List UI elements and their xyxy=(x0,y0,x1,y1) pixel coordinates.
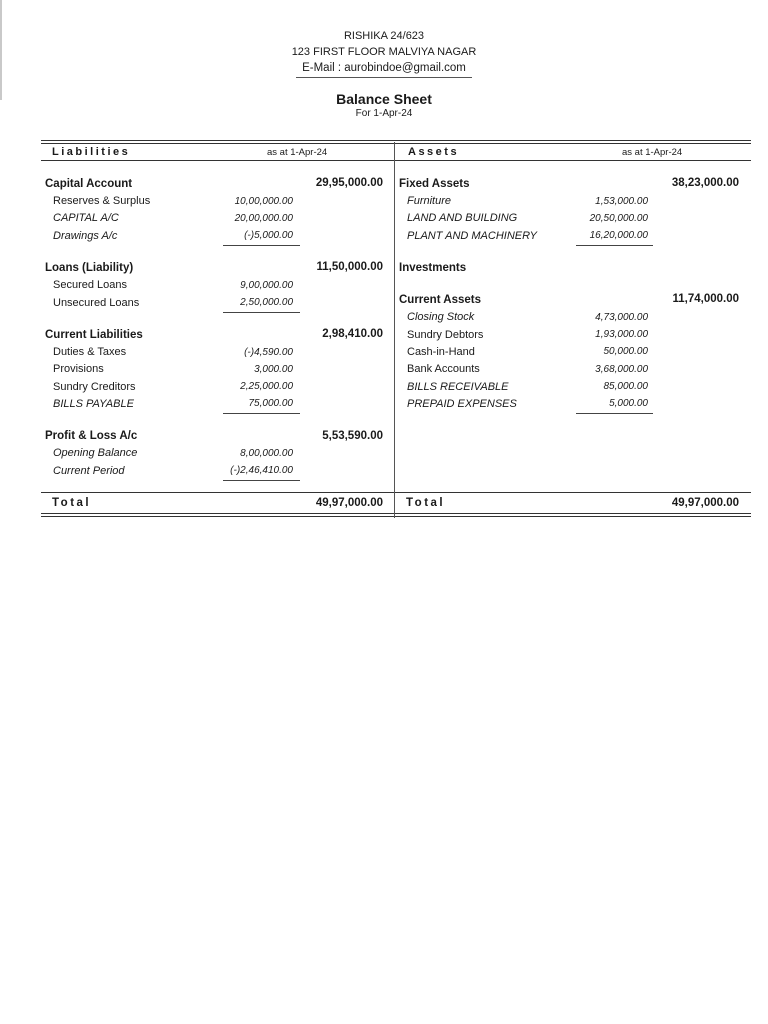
asset-amount: 20,50,000.00 xyxy=(589,213,648,224)
subtotal-underline xyxy=(223,413,300,414)
asset-item: Cash-in-Hand xyxy=(407,346,475,358)
total-bottom-rule-2 xyxy=(41,516,751,517)
current-liabilities-total: 2,98,410.00 xyxy=(322,328,383,340)
loans-total: 11,50,000.00 xyxy=(316,261,383,273)
assets-total-label: Total xyxy=(406,497,446,509)
liability-item: Opening Balance xyxy=(53,447,138,459)
liability-amount: 10,00,000.00 xyxy=(234,196,293,207)
asset-item: Bank Accounts xyxy=(407,363,480,375)
asset-item: BILLS RECEIVABLE xyxy=(407,381,509,393)
asset-amount: 3,68,000.00 xyxy=(595,364,648,375)
assets-as-at: as at 1-Apr-24 xyxy=(622,147,683,158)
current-liabilities-label: Current Liabilities xyxy=(45,329,143,341)
total-top-rule xyxy=(41,492,751,493)
asset-item: LAND AND BUILDING xyxy=(407,212,518,224)
page-subtitle: For 1-Apr-24 xyxy=(355,108,413,119)
subtotal-underline xyxy=(576,245,653,246)
header-bottom-rule xyxy=(41,160,751,161)
liability-amount: (-)4,590.00 xyxy=(244,347,293,358)
liability-item: Duties & Taxes xyxy=(53,346,127,358)
assets-grand-total: 49,97,000.00 xyxy=(671,497,739,509)
subtotal-underline xyxy=(223,480,300,481)
liabilities-grand-total: 49,97,000.00 xyxy=(315,497,383,509)
total-bottom-rule xyxy=(41,513,751,514)
capital-account-total: 29,95,000.00 xyxy=(315,177,383,189)
balance-sheet-table xyxy=(41,140,751,518)
asset-item: Closing Stock xyxy=(407,311,475,323)
liability-amount: 75,000.00 xyxy=(248,398,293,409)
asset-amount: 5,000.00 xyxy=(609,398,648,409)
assets-heading: Assets xyxy=(408,146,460,158)
liability-amount: 20,00,000.00 xyxy=(234,213,293,224)
investments-label: Investments xyxy=(399,262,467,274)
current-assets-label: Current Assets xyxy=(399,294,482,306)
fixed-assets-total: 38,23,000.00 xyxy=(671,177,739,189)
company-email: E-Mail : aurobindoe@gmail.com xyxy=(296,60,472,78)
asset-item: PLANT AND MACHINERY xyxy=(407,230,537,242)
liabilities-total-label: Total xyxy=(52,497,92,509)
asset-amount: 4,73,000.00 xyxy=(595,312,648,323)
liabilities-as-at: as at 1-Apr-24 xyxy=(267,147,328,158)
asset-amount: 1,93,000.00 xyxy=(595,329,648,340)
table-top-rule-2 xyxy=(41,143,751,144)
company-address: 123 FIRST FLOOR MALVIYA NAGAR xyxy=(291,46,477,58)
liability-item: Reserves & Surplus xyxy=(53,195,151,207)
liability-amount: 8,00,000.00 xyxy=(240,448,293,459)
column-divider xyxy=(394,142,395,518)
asset-amount: 85,000.00 xyxy=(603,381,648,392)
asset-item: Sundry Debtors xyxy=(407,329,484,341)
liability-amount: (-)2,46,410.00 xyxy=(230,465,293,476)
liability-amount: 9,00,000.00 xyxy=(240,280,293,291)
asset-item: Furniture xyxy=(407,195,452,207)
fixed-assets-label: Fixed Assets xyxy=(399,178,470,190)
document-header xyxy=(0,28,768,119)
loans-label: Loans (Liability) xyxy=(45,262,134,274)
subtotal-underline xyxy=(223,312,300,313)
liability-item: BILLS PAYABLE xyxy=(53,398,134,410)
liability-item: Secured Loans xyxy=(53,279,127,291)
liability-amount: 2,25,000.00 xyxy=(240,381,293,392)
liability-item: Drawings A/c xyxy=(53,230,118,242)
asset-amount: 50,000.00 xyxy=(603,346,648,357)
liability-amount: 3,000.00 xyxy=(254,364,293,375)
profit-loss-label: Profit & Loss A/c xyxy=(45,430,138,442)
liability-item: Unsecured Loans xyxy=(53,297,140,309)
profit-loss-total: 5,53,590.00 xyxy=(322,430,383,442)
subtotal-underline xyxy=(576,413,653,414)
liability-amount: 2,50,000.00 xyxy=(240,297,293,308)
liability-item: Current Period xyxy=(53,465,125,477)
asset-amount: 16,20,000.00 xyxy=(589,230,648,241)
liability-item: Provisions xyxy=(53,363,104,375)
company-name: RISHIKA 24/623 xyxy=(343,30,425,42)
asset-item: PREPAID EXPENSES xyxy=(407,398,517,410)
liability-item: CAPITAL A/C xyxy=(53,212,119,224)
liability-amount: (-)5,000.00 xyxy=(244,230,293,241)
table-top-rule xyxy=(41,140,751,141)
current-assets-total: 11,74,000.00 xyxy=(672,293,739,305)
liability-item: Sundry Creditors xyxy=(53,381,136,393)
subtotal-underline xyxy=(223,245,300,246)
asset-amount: 1,53,000.00 xyxy=(595,196,648,207)
liabilities-heading: Liabilities xyxy=(52,146,131,158)
capital-account-label: Capital Account xyxy=(45,178,133,190)
page-title: Balance Sheet xyxy=(336,91,432,107)
